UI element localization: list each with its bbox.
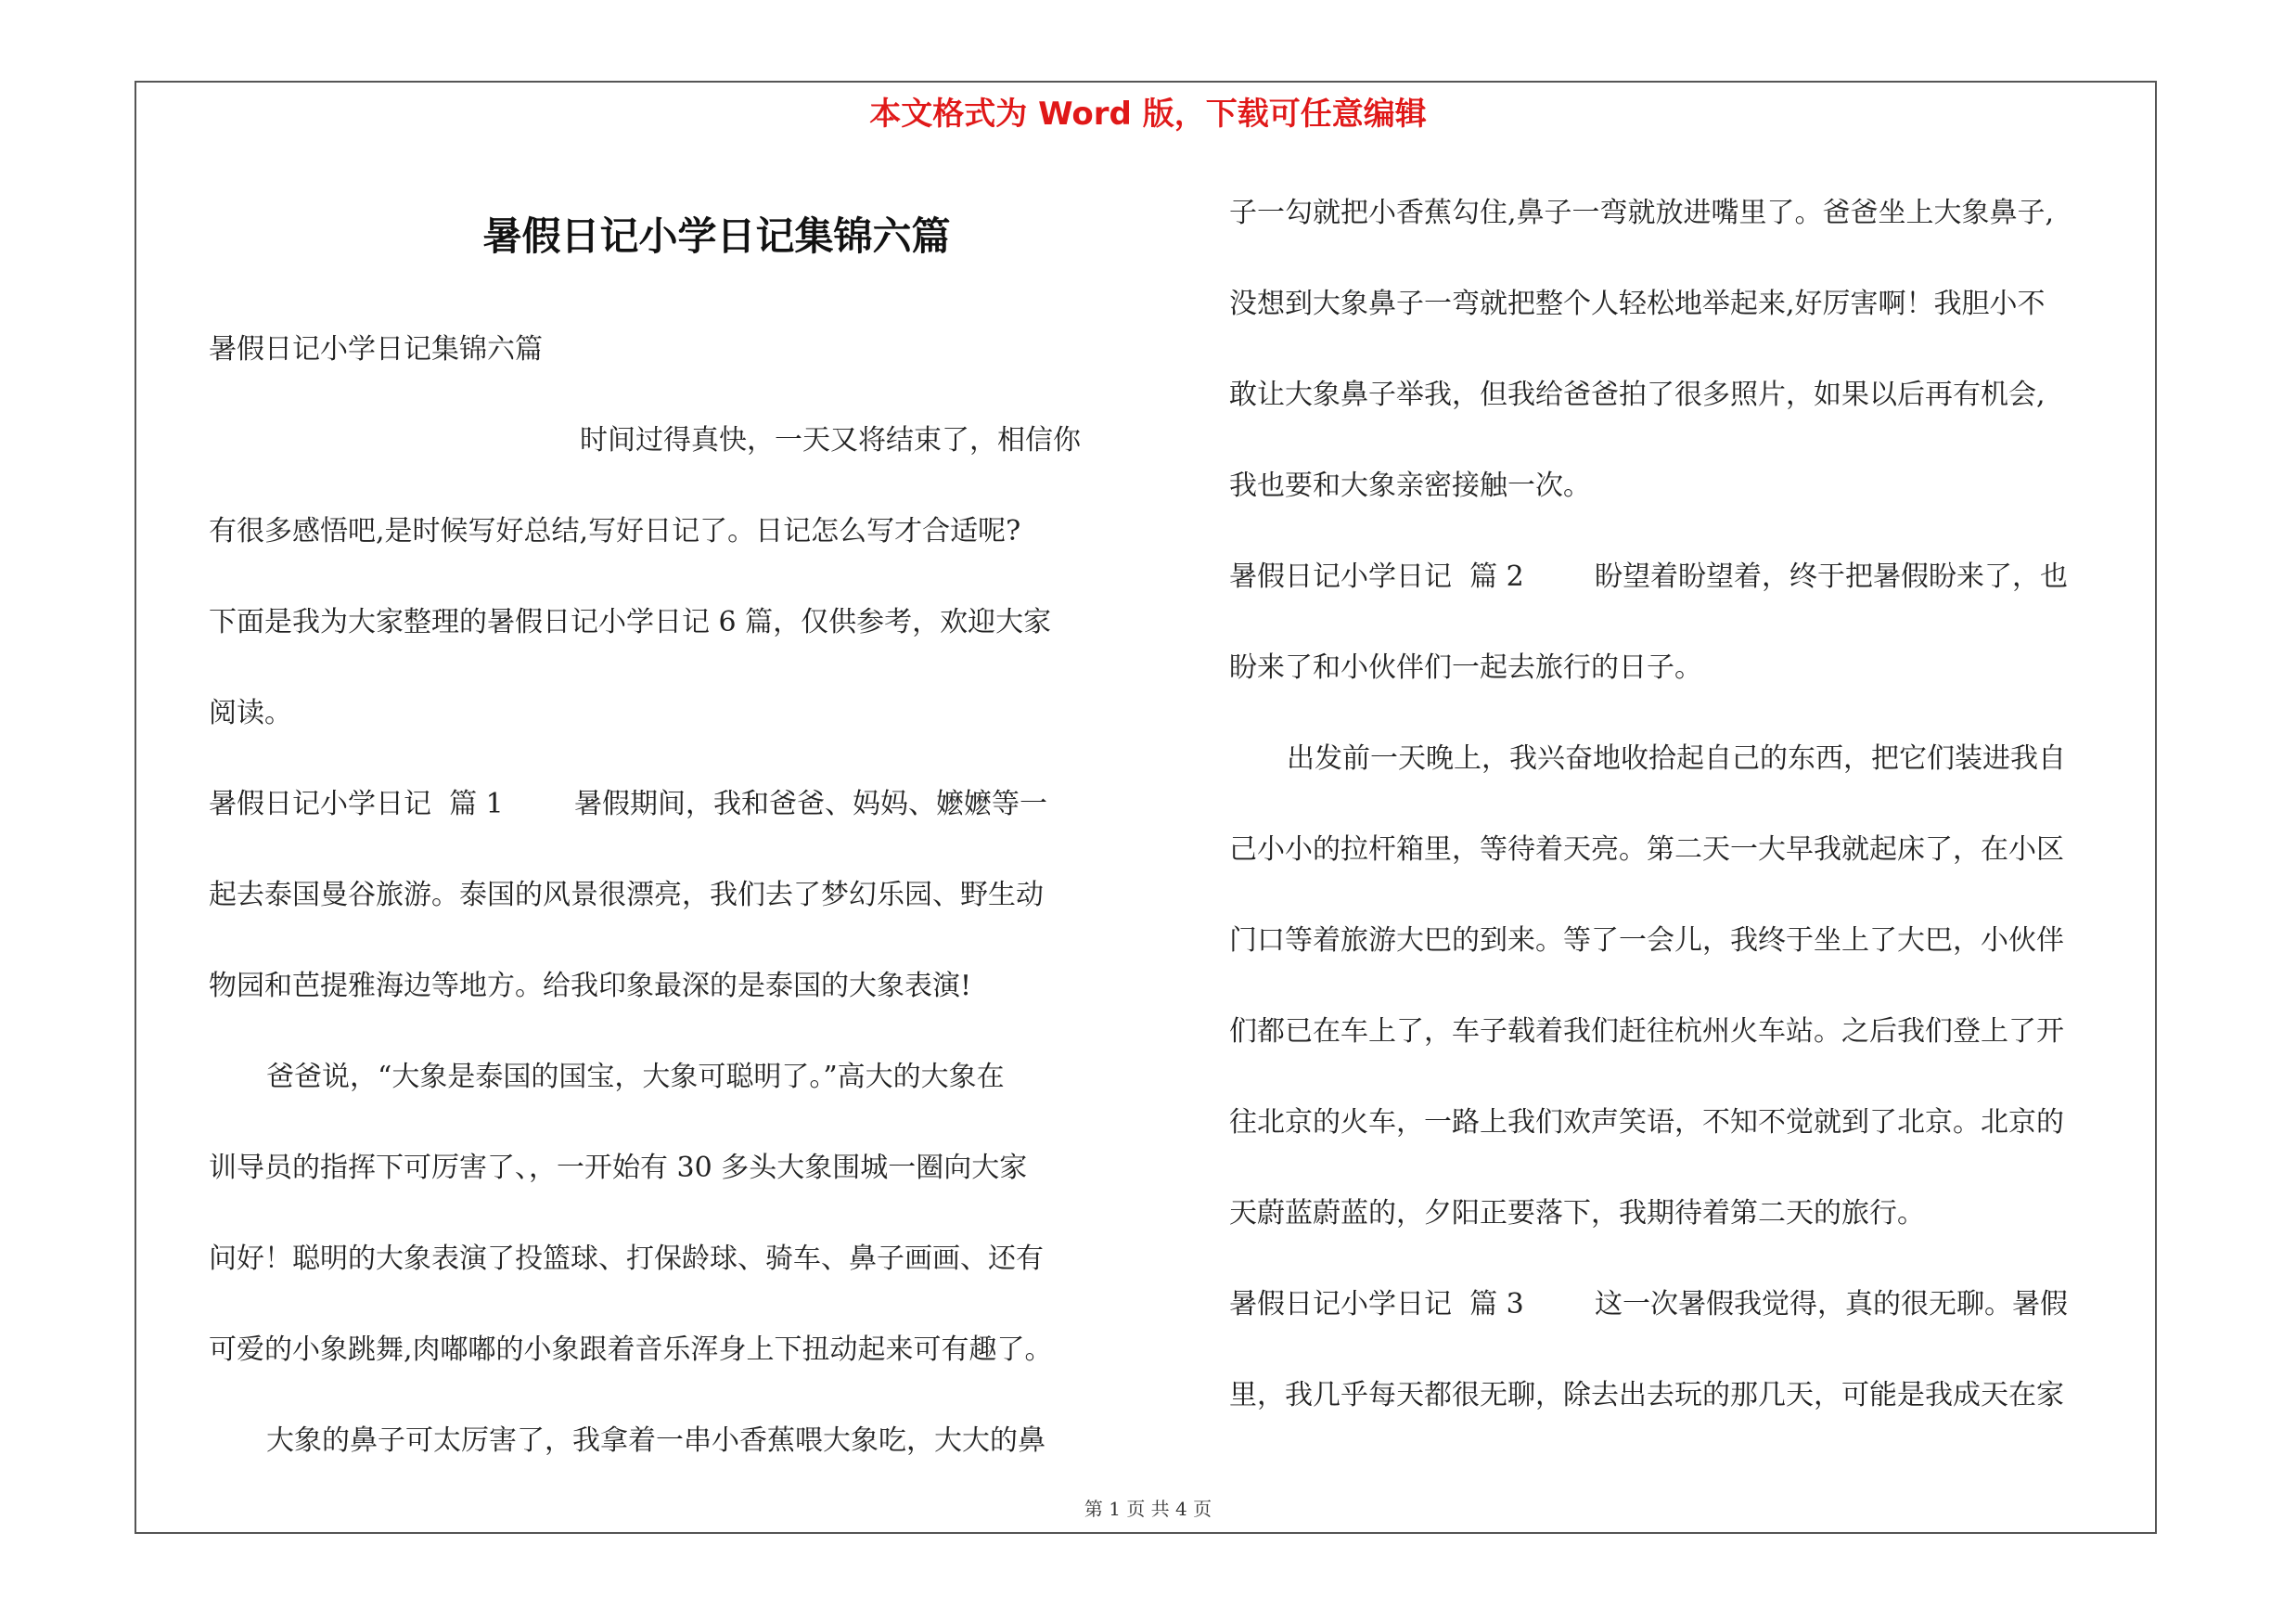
text-line: 阅读。 — [209, 697, 292, 729]
text-line: 天蔚蓝蔚蓝的，夕阳正要落下，我期待着第二天的旅行。 — [1229, 1197, 1925, 1230]
text-line: 门口等着旅游大巴的到来。等了一会儿，我终于坐上了大巴，小伙伴 — [1229, 924, 2064, 957]
text-line: 问好！聪明的大象表演了投篮球、打保龄球、骑车、鼻子画画、还有 — [209, 1243, 1044, 1275]
text-line: 往北京的火车，一路上我们欢声笑语，不知不觉就到了北京。北京的 — [1229, 1106, 2064, 1139]
text-line: 暑假日记小学日记集锦六篇 — [209, 333, 543, 366]
text-line: 子一勾就把小香蕉勾住,鼻子一弯就放进嘴里了。爸爸坐上大象鼻子, — [1229, 197, 2055, 229]
text-line: 我也要和大象亲密接触一次。 — [1229, 470, 1591, 502]
text-line: 暑假日记小学日记 篇 3 这一次暑假我觉得，真的很无聊。暑假 — [1229, 1288, 2068, 1320]
text-line: 物园和芭提雅海边等地方。给我印象最深的是泰国的大象表演! — [209, 970, 972, 1002]
text-line: 可爱的小象跳舞,肉嘟嘟的小象跟着音乐浑身上下扭动起来可有趣了。 — [209, 1333, 1053, 1366]
text-line: 没想到大象鼻子一弯就把整个人轻松地举起来,好厉害啊！我胆小不 — [1229, 288, 2046, 320]
text-line: 有很多感悟吧,是时候写好总结,写好日记了。日记怎么写才合适呢? — [209, 515, 1021, 547]
text-line: 训导员的指挥下可厉害了、，一开始有 30 多头大象围城一圈向大家 — [209, 1152, 1028, 1184]
text-line: 里，我几乎每天都很无聊，除去出去玩的那几天，可能是我成天在家 — [1229, 1379, 2064, 1411]
page-number: 第 1 页 共 4 页 — [1084, 1498, 1212, 1520]
text-line: 爸爸说，“大象是泰国的国宝，大象可聪明了。”高大的大象在 — [266, 1061, 1005, 1093]
text-line: 盼来了和小伙伴们一起去旅行的日子。 — [1229, 651, 1702, 684]
text-line: 下面是我为大家整理的暑假日记小学日记 6 篇，仅供参考，欢迎大家 — [209, 606, 1052, 638]
text-line: 暑假日记小学日记 篇 2 盼望着盼望着，终于把暑假盼来了，也 — [1229, 560, 2068, 593]
format-banner: 本文格式为 Word 版，下载可任意编辑 — [869, 96, 1427, 133]
document-title: 暑假日记小学日记集锦六篇 — [482, 213, 951, 259]
text-line: 起去泰国曼谷旅游。泰国的风景很漂亮，我们去了梦幻乐园、野生动 — [209, 879, 1044, 911]
text-line: 敢让大象鼻子举我，但我给爸爸拍了很多照片，如果以后再有机会, — [1229, 379, 2046, 411]
text-line: 出发前一天晚上，我兴奋地收拾起自己的东西，把它们装进我自 — [1287, 742, 2066, 775]
text-line: 暑假日记小学日记 篇 1 暑假期间，我和爸爸、妈妈、嬷嬷等一 — [209, 788, 1047, 820]
text-line: 时间过得真快，一天又将结束了，相信你 — [580, 424, 1081, 457]
text-line: 大象的鼻子可太厉害了，我拿着一串小香蕉喂大象吃，大大的鼻 — [266, 1424, 1045, 1457]
text-line: 们都已在车上了，车子载着我们赶往杭州火车站。之后我们登上了开 — [1229, 1015, 2064, 1048]
text-line: 己小小的拉杆箱里，等待着天亮。第二天一大早我就起床了，在小区 — [1229, 833, 2064, 866]
